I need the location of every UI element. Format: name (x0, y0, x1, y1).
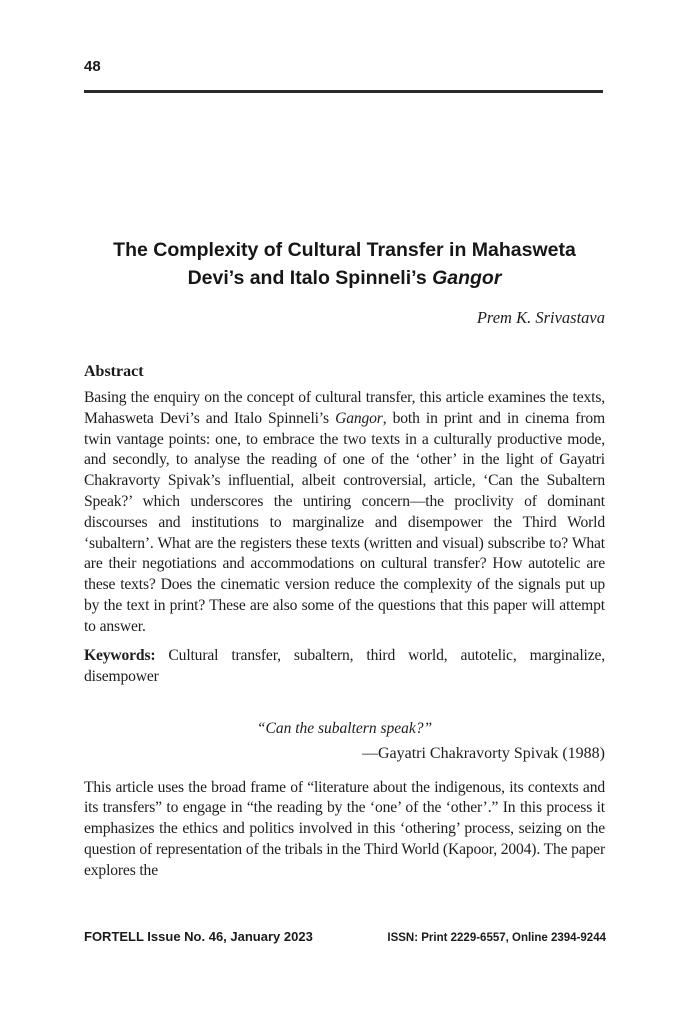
abstract-heading: Abstract (84, 363, 144, 380)
epigraph-attribution: —Gayatri Chakravorty Spivak (1988) (361, 744, 605, 762)
author-name: Prem K. Srivastava (476, 308, 605, 327)
epigraph-quote: “Can the subaltern speak?” (256, 719, 433, 737)
page-footer (84, 929, 606, 946)
keywords-label: Keywords: (84, 646, 156, 664)
page-content (84, 0, 605, 882)
abstract-text (84, 388, 605, 638)
keywords-line (84, 645, 605, 688)
title-text: The Complexity of Cultural Transfer in Mahasweta Devi’s and Italo Spinneli’s (113, 239, 576, 289)
header-rule (84, 90, 603, 93)
keywords-text: Cultural transfer, subaltern, third world, autotelic, marginalize, disempower (84, 646, 605, 686)
body-paragraph: This article uses the broad frame of “literature about the indigenous, its contexts and its transfers” to engage in “the reading by the ‘one’ of the ‘other’.” In this process it emphasizes the ethics and politics involved in this ‘othering’ process, seizing on the question of representation of the tribals in the Third World (Kapoor, 2004). The paper explores the (84, 778, 605, 879)
abstract-segment: Basing the enquiry on the concept of cultural transfer, this article examines the texts, Mahasweta Devi’s and Italo Spinneli’s (84, 389, 605, 427)
abstract-gangor-italic: Gangor (335, 409, 383, 427)
footer-journal-info: FORTELL Issue No. 46, January 2023 (84, 929, 313, 944)
article-title (84, 236, 605, 292)
abstract-segment: , both in print and in cinema from twin vantage points: one, to embrace the two texts in a culturally productive mode, and secondly, to analyse the reading of one of the ‘other’ in the light of Gayatri Chakravorty Spivak’s influential, albeit controversial, article, ‘Can the Subaltern Speak?’ which underscores the untiring concern—the proclivity of dominant discourses and institutions to marginalize and disempower the Third World ‘subaltern’. What are the registers these texts (written and visual) subscribe to? What are their negotiations and accommodations on cultural transfer? How autotelic are these texts? Does the cinematic version reduce the complexity of the signals put up by the text in print? These are also some of the questions that this paper will attempt to answer. (84, 409, 605, 635)
footer-issn: ISSN: Print 2229-6557, Online 2394-9244 (387, 932, 606, 944)
page-number: 48 (84, 58, 101, 75)
title-gangor-italic: Gangor (432, 267, 502, 289)
